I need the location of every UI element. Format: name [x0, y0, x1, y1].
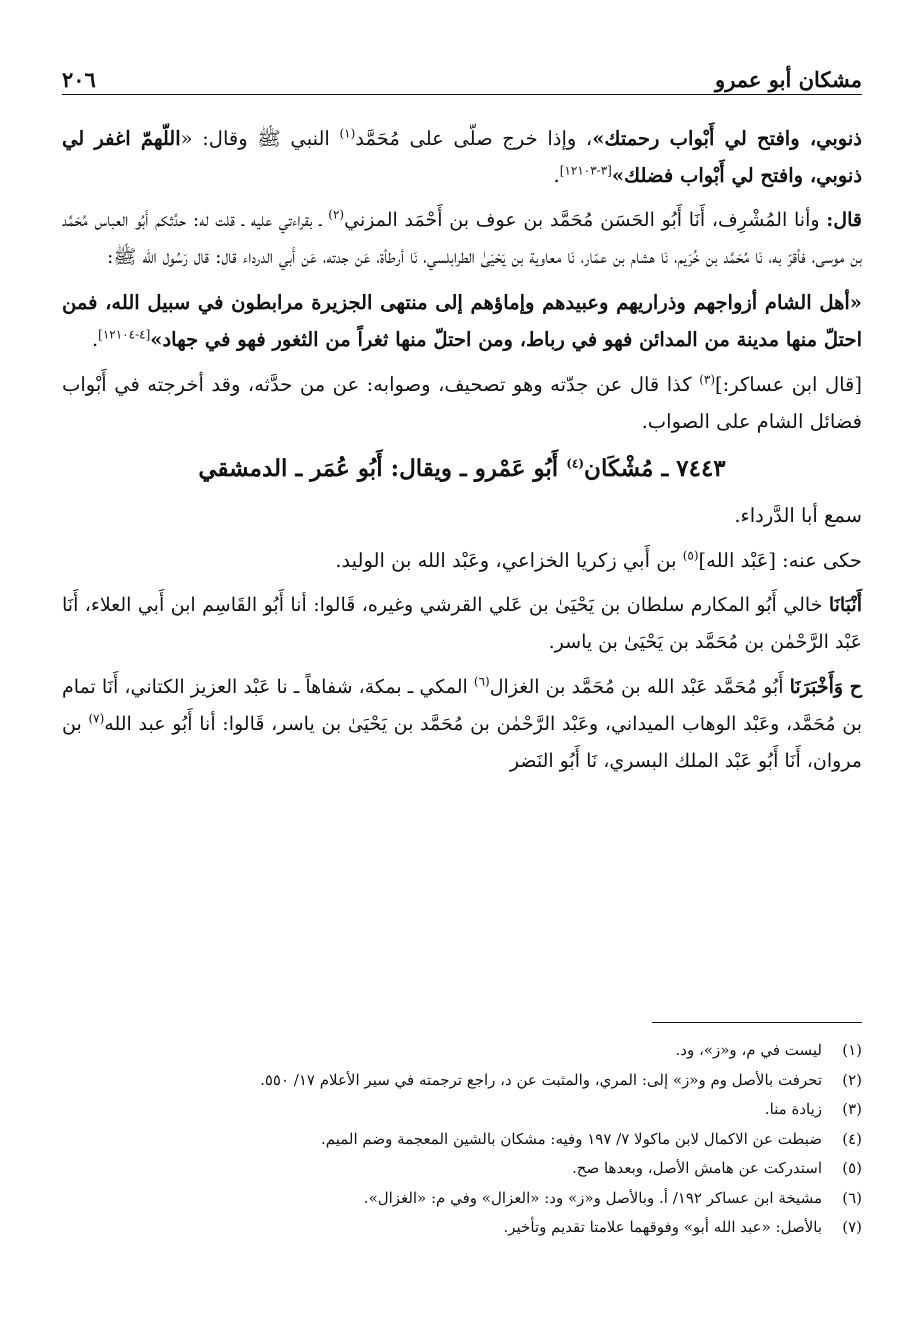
- hadith-text: «أهل الشام أزواجهم وذراريهم وعبيدهم وإماؤهم إلى منتهى الجزيرة مرابطون في سبيل الله، فمن احتلّ منها مدينة من المدائن فهو في رباط، ومن احتلّ منها ثغراً من الثغور فهو في جهاد»: [62, 291, 862, 351]
- keyword: ح وَأَخْبَرَنَا: [789, 676, 863, 698]
- footnote-ref: (٢): [328, 207, 345, 222]
- text: المكي ـ بمكة، شفاهاً ـ نا عَبْد العزيز الكتاني، أَنَا تمام بن مُحَمَّد، وعَبْد الوهاب الميداني، وعَبْد الرَّحْمٰن بن مُحَمَّد بن يَحْيَىٰ بن ياسر، قَالوا: أنا أَبُو عبد الله: [62, 676, 862, 735]
- paragraph-1: [62, 120, 862, 194]
- footnote-item: [62, 1125, 862, 1155]
- header-rule: [62, 94, 862, 95]
- footnote-number: (٦): [842, 1188, 862, 1207]
- footnote-item: [62, 1213, 862, 1243]
- text: كذا قال عن جدّته وهو تصحيف، وصوابه: عن من حدَّثه، وقد أخرجته في أَبْواب فضائل الشام على الصواب.: [62, 373, 862, 433]
- text: .: [553, 164, 560, 187]
- page-number: ٢٠٦: [62, 67, 96, 92]
- text: بن مروان، أَنَا أَبُو عَبْد الملك البسري، نَا أَبُو النَضر: [62, 713, 862, 772]
- footnote-text: زيادة منا.: [764, 1100, 822, 1118]
- paragraph-4: [62, 366, 862, 440]
- footnote-number: (٣): [842, 1100, 862, 1118]
- footnote-item: [62, 1154, 862, 1184]
- text: ـ بقراءتي عليه ـ قلت له: حدَّثكم أَبُو العباس مُحَمَّد بن موسى، فأقرّ به، نَا مُحَمَّد بن خُرَيم، نَا هشام بن عمّار، نَا معاوية بن يَحْيَىٰ الطرابلسي، نَا أرطأة، عَن جدته، عَن أَبي الدرداء قال: قال رَسُول الله ﷺ:: [62, 209, 862, 268]
- quote-text: ذنوبي، وافتح لي أَبْواب رحمتك»: [592, 127, 862, 150]
- footnote-item: [62, 1184, 862, 1214]
- footnote-item: [62, 1066, 862, 1096]
- paragraph-8: [62, 669, 862, 780]
- entry-heading: [62, 450, 862, 487]
- hadith-number: [٣-١٢١٠٣]: [559, 163, 612, 178]
- quote-text: اللّهمّ اغفر لي ذنوبي، وافتح لي أَبْواب فضلك»: [62, 127, 862, 187]
- footnote-text: تحرفت بالأصل وم و«ز» إلى: المري، والمثبت عن د، راجع ترجمته في سير الأعلام ١٧/ ٥٥٠.: [260, 1070, 822, 1089]
- footnote-item: [62, 1036, 862, 1066]
- running-title: مشكان أبو عمرو: [715, 67, 862, 92]
- hadith-number: [٤-١٢١٠٤]: [98, 327, 151, 342]
- heading-text: أَبُو عَمْرو ـ ويقال: أَبُو عُمَر ـ الدمشقي: [198, 455, 567, 482]
- footnote-ref: (١): [339, 126, 356, 141]
- text: .: [91, 328, 99, 351]
- footnote-ref: (٥): [682, 548, 699, 563]
- text: ، وإذا خرج صلّى على مُحَمَّد: [355, 127, 593, 150]
- paragraph-2: [62, 202, 862, 276]
- footnote-number: (١): [842, 1041, 862, 1059]
- footnote-ref: (٧): [88, 711, 105, 726]
- footnote-rule: [652, 1022, 862, 1023]
- footnote-text: ضبطت عن الاكمال لابن ماكولا ٧/ ١٩٧ وفيه: مشكان بالشين المعجمة وضم الميم.: [320, 1129, 822, 1148]
- text: [قال ابن عساكر:]: [715, 373, 862, 396]
- book-page: [62, 0, 862, 1339]
- footnotes: [62, 1036, 862, 1243]
- paragraph-6: [62, 542, 862, 579]
- text: حكى عنه: [عَبْد الله]: [698, 549, 862, 572]
- text: أَبُو مُحَمَّد عَبْد الله بن مُحَمَّد بن الغزال: [489, 676, 790, 698]
- keyword: أَنْبَانَا: [828, 594, 862, 616]
- footnote-number: (٤): [842, 1129, 862, 1148]
- footnote-ref: (٣): [699, 372, 716, 387]
- text: بن أَبي زكريا الخزاعي، وعَبْد الله بن الوليد.: [335, 549, 683, 572]
- main-text: [62, 120, 862, 788]
- footnote-text: بالأصل: «عبد الله أبو» وفوقهما علامتا تقديم وتأخير.: [503, 1218, 822, 1236]
- page-header: [62, 58, 862, 92]
- footnote-number: (٧): [842, 1218, 862, 1236]
- footnote-text: استدركت عن هامش الأصل، وبعدها صح.: [572, 1159, 822, 1177]
- footnote-text: ليست في م، و«ز»، ود.: [675, 1041, 822, 1059]
- text: وأنا المُشْرِف، أَنَا أَبُو الحَسَن مُحَمَّد بن عوف بن أَحْمَد المزني: [344, 209, 827, 231]
- footnote-number: (٢): [842, 1070, 862, 1089]
- keyword: قال:: [826, 209, 862, 231]
- footnote-item: [62, 1095, 862, 1125]
- footnote-number: (٥): [842, 1159, 862, 1177]
- paragraph-7: [62, 587, 862, 661]
- text: خالي أَبُو المكارم سلطان بن يَحْيَىٰ بن عَلي القرشي وغيره، قَالوا: أنا أَبُو القَاسِم ابن أَبي العلاء، أَنَا عَبْد الرَّحْمٰن بن مُحَمَّد بن يَحْيَىٰ بن ياسر.: [62, 594, 862, 653]
- footnote-ref: (٦): [473, 674, 490, 689]
- footnote-text: مشيخة ابن عساكر ١٩٢/ أ. وبالأصل و«ز» ود: «العزال» وفي م: «الغزال».: [363, 1188, 822, 1207]
- heading-text: ٧٤٤٣ ـ مُشْكَان: [584, 455, 726, 482]
- paragraph-5: سمع أبا الدَّرداء.: [734, 504, 862, 527]
- text: النبي ﷺ وقال: «: [180, 127, 340, 150]
- paragraph-3: [62, 284, 862, 358]
- footnote-ref: (٤): [566, 456, 585, 471]
